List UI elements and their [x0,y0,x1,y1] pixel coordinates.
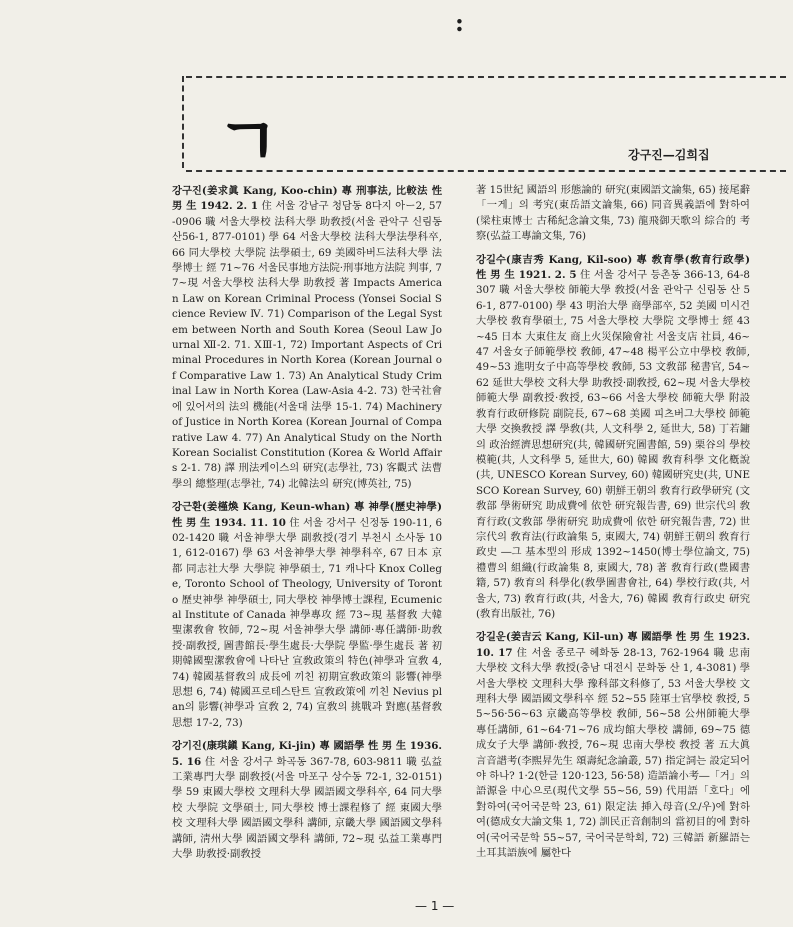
entry-body: 著 15世紀 國語의 形態論的 研究(東國語文論集, 65) 接尾辭 「一게」의 考究(東岳語文論集, 66) 同音異義語에 對하여(梁柱東博士 古稀紀念論文集, 73) 龍飛御天歌의 綜合的 考察(弘益工專論文集, 76) [476,184,750,243]
entry-heading: 강기진(康琪鎭 Kang, Ki-jin) 專 國語學 性 男 生 1936. 5. 16 [172,740,442,768]
entry [476,630,750,861]
entry [172,739,442,862]
entry-heading: 강구진(姜求眞 Kang, Koo-chin) 專 刑事法, 比較法 性 男 生 1942. 2. 1 [172,185,442,213]
entry [172,500,442,731]
entry [476,253,750,623]
entry-heading: 강길수(康吉秀 Kang, Kil-soo) 專 敎育學(敎育行政學) 性 男 生 1921. 2. 5 [476,253,750,282]
right-column [476,183,750,869]
top-mark: : [455,8,464,37]
entry-body: 住 서울 강남구 청담동 8다지 아ー2, 57-0906 職 서울大學校 法科大學 助敎授(서울 관악구 신림동 산56-1, 877-0101) 學 64 서울大學校 法科大學法學科卒, 66 同大學校 大學院 法學碩士, 69 美國하버드法科大學 法學博士 經 71~76 서울民事地方法院·刑事地方法院 判事, 77~現 서울大學校 法科大學 助敎授 著 Impacts American Law on Korean Criminal Process (Yonsei Social Science Review Ⅳ. 71) Comparison of the Legal System between North and South Korea (Seoul Law Journal Ⅻ-2. 71. ⅩⅢ-1, 72) Important Aspects of Criminal Procedures in North Korea (Korean Journal of Comparative Law 1. 73) An Analytical Study Criminal Law in North Korea (Law-Asia 4-2. 73) 한국社會에 있어서의 法의 機能(서울대 法學 15-1. 74) Machinery of Justice in North Korea (Korean Journal of Comparative Law 4. 77) An Analytical Study on the North Korean Socialist Constitution (Korea & World Affairs 2-1. 78) 譯 刑法케이스의 研究(志學社, 73) 客觀式 法曹學의 總整理(志學社, 74) 北韓法의 研究(博英社, 75) [172,200,442,490]
entry-body: 住 서울 강서구 화곡동 367-78, 603-9811 職 弘益工業專門大學 副敎授(서울 마포구 상수동 72-1, 32-0151) 學 59 東國大學校 文理科大學 國語國文學科卒, 64 同大學校 大學院 文學碩士, 同大學校 博士課程修了 經 東國大學校 文理科大學 國語國文學科 講師, 京畿大學 國語國文學科 講師, 淸州大學 國語國文學科 講師, 72~現 弘益工業專門大學 助敎授·副敎授 [172,755,442,861]
section-letter: ㄱ [216,103,280,180]
page-number: — 1 — [415,899,455,913]
entry-body: 住 서울 강서구 등촌동 366-13, 64-8307 職 서울大學校 師範大學 敎授(서울 관악구 신림동 산 56-1, 877-0100) 學 43 明治大學 商學部卒, 52 美國 미시건大學校 敎育學碩士, 75 서울大學校 大學院 文學博士 經 43~45 日本 大東住友 商上火災保險會社 서울支店 社員, 46~47 서울女子師範學校 敎師, 47~48 楊平公立中學校 敎師, 49~53 進明女子中高等學校 敎師, 53 文敎部 秘書官, 54~62 延世大學校 文科大學 助敎授·副敎授, 62~現 서울大學校 師範大學 副敎授·敎授, 63~66 서울大學校 師範大學 附設 敎育行政研修院 副院長, 67~68 美國 피츠버그大學校 師範大學 交換敎授 譯 學敎(共, 人文科學 2, 延世大, 58) 丁若鏞의 政治經濟思想研究(共, 韓國研究圖書館, 59) 栗谷의 學校模範(共, 人文科學 5, 延世大, 60) 韓國 敎育科學 文化槪說(共, UNESCO Korean Survey, 60) 韓國研究史(共, UNESCO Korean Survey, 60) 朝鮮王朝의 敎育行政學研究 (文敎部 學術研究 助成費에 依한 研究報告書, 69) 世宗代의 敎育行政(文敎部 學術研究 助成費에 依한 研究報告書, 72) 世宗代의 敎育法(行政論集 5, 東國大, 74) 朝鮮王朝의 敎育行政史 ―그 基本型의 形成 1392~1450(博士學位論文, 75) 禮曹의 組織(行政論集 8, 東國大, 78) 著 敎育行政(豊國書籍, 57) 敎育의 科學化(敎學圖書會社, 64) 學校行政(共, 서울大, 73) 敎育行政(共, 서울大, 76) 韓國 敎育行政史 研究(敎育出版社, 76) [476,269,750,620]
entry-heading: 강근환(姜槿煥 Kang, Keun-whan) 專 神學(歷史神學) 性 男 生 1934. 11. 10 [172,501,442,529]
entry [172,184,442,492]
entry-continuation [476,183,750,245]
entry-body: 住 서울 종로구 혜화동 28-13, 762-1964 職 忠南大學校 文科大學 敎授(충남 대전시 문화동 산 1, 4-3081) 學 서울大學校 文理科大學 豫科部文科修了, 53 서울大學校 文理科大學 國語國文學科卒 經 52~55 陸軍士官學校 敎授, 55~56·56~63 京畿高等學校 敎師, 56~58 公州師範大學 專任講師, 61~64·71~76 成均館大學校 講師, 69~75 德成女子大學 講師·敎授, 76~現 忠南大學校 敎授 著 五大眞言音譜考(李熙昇先生 頌壽紀念論叢, 57) 指定詞는 設定되어야 하나? 1·2(한글 120·123, 56·58) 造語論小考―「거」의 語源을 中心으로(現代文學 55~56, 59) 代用語「호다」에 對하여(국어국문학 23, 61) 限定法 挿入母音(오/우)에 對하여(德成女大論文集 1, 72) 訓民正音創制의 當初目的에 對하여(국어국문학 55~57, 국어국문학회, 72) 三韓語 新羅語는 土耳其語族에 屬한다 [476,646,751,860]
entry-range: 강구진—김희집 [628,148,710,162]
entry-heading: 강길운(姜吉云 Kang, Kil-un) 專 國語學 性 男 生 1923. 10. 17 [476,631,750,659]
entry-body: 住 서울 강서구 신정동 190-11, 602-1420 職 서울神學大學 副敎授(경기 부천시 소사동 101, 612-0167) 學 63 서울神學大學 神學科卒, 67 日本 京都 同志社大學 大學院 神學碩士, 71 캐나다 Knox College, Toronto School of Theology, University of Toronto 歷史神學 神學碩士, 同大學校 神學博士課程, Ecumenical Institute of Canada 神學專攻 經 73~現 基督敎 大韓聖潔敎會 牧師, 72~現 서울神學大學 講師·專任講師·助敎授·副敎授, 圖書館長·學生處長·大學院 學監·學生處長 著 初期韓國聖潔敎會에 나타난 宣敎政策의 特色(神學과 宣敎 4, 74) 韓國基督敎의 成長에 끼친 初期宣敎政策의 影響(神學思想 6, 74) 韓國프로테스탄트 宣敎政策에 끼친 Nevius plan의 影響(神學과 宣敎 2, 74) 宣敎의 挑戰과 對應(基督敎思想 17-2, 73) [172,516,443,729]
left-column [172,184,442,870]
